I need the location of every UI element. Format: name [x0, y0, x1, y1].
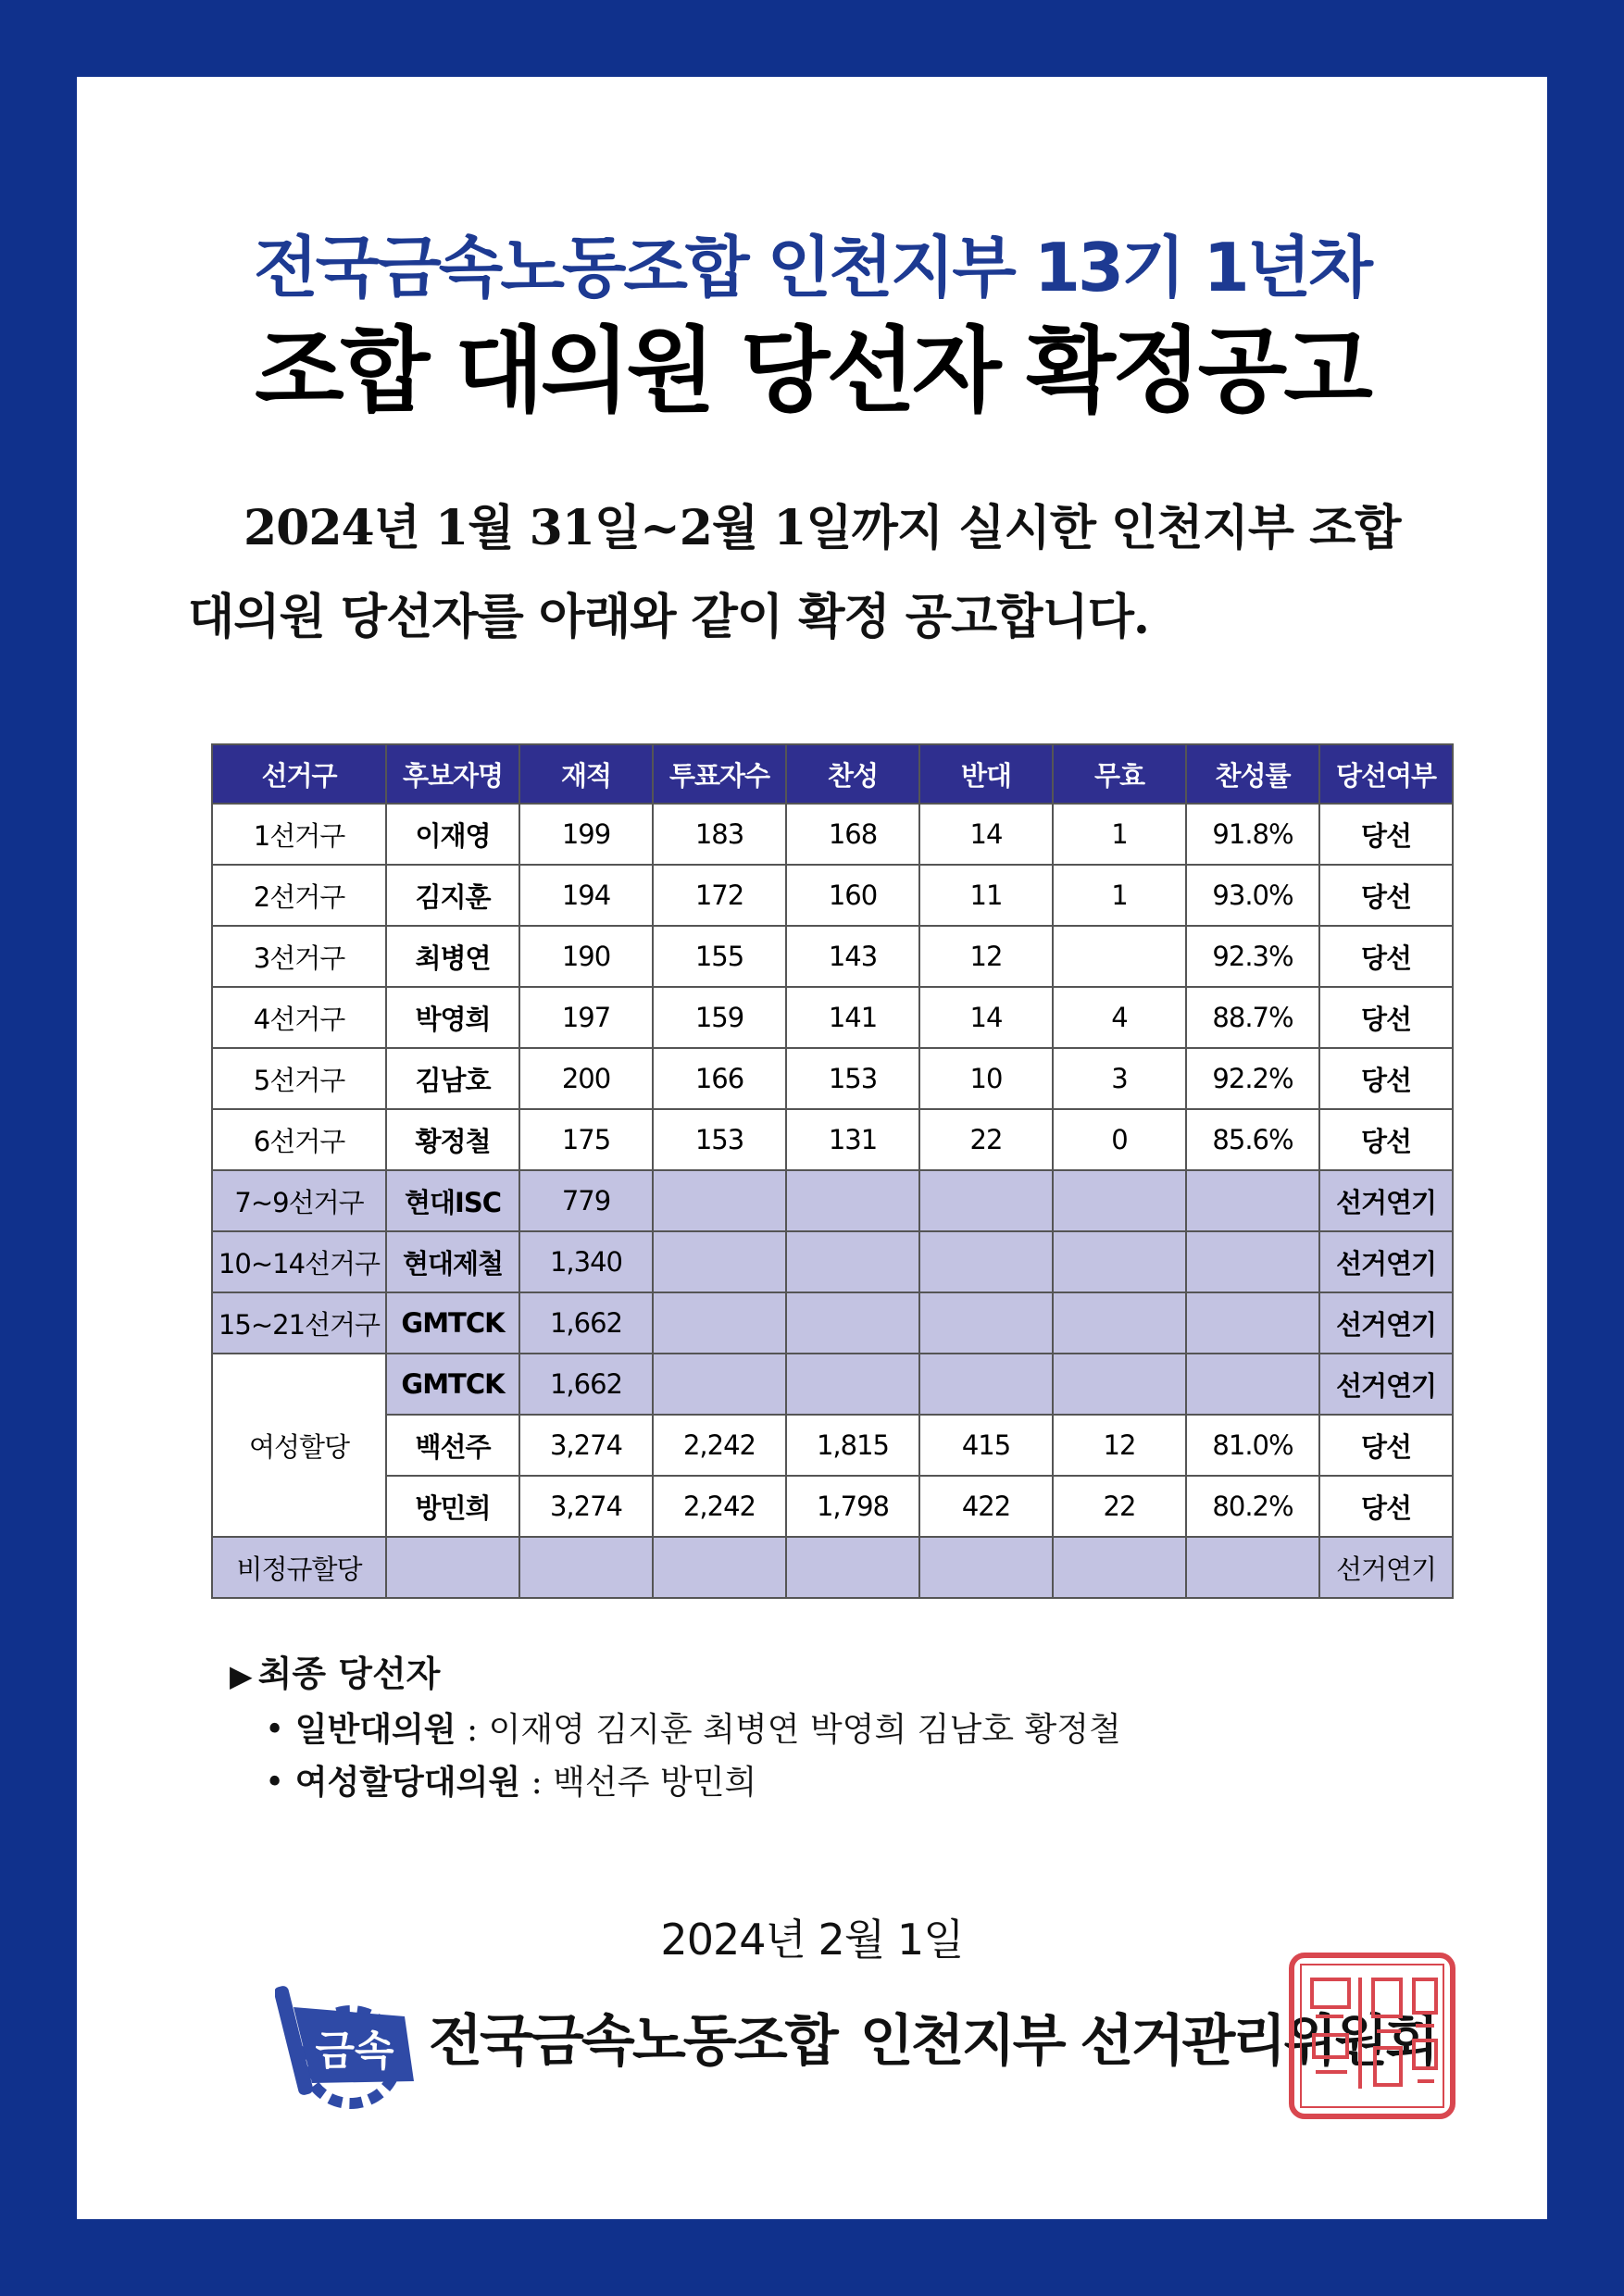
invalid-cell: 1	[1053, 865, 1186, 926]
org-name-part1: 전국금속노동조합	[429, 2009, 836, 2074]
table-header-row	[212, 744, 1453, 804]
result-cell: 당선	[1319, 1415, 1453, 1476]
rate-cell: 85.6%	[1186, 1109, 1319, 1170]
yes-cell	[786, 1354, 919, 1415]
rate-cell	[1186, 1170, 1319, 1231]
no-cell: 10	[919, 1048, 1053, 1109]
candidate-cell: 현대제철	[386, 1231, 519, 1292]
candidate-cell: 최병연	[386, 926, 519, 987]
enrolled-cell	[519, 1537, 653, 1598]
yes-cell: 168	[786, 804, 919, 865]
notice-title: 조합 대의원 당선자 확정공고	[255, 317, 1369, 425]
no-cell: 14	[919, 804, 1053, 865]
yes-cell	[786, 1292, 919, 1354]
no-cell: 14	[919, 987, 1053, 1048]
enrolled-cell: 190	[519, 926, 653, 987]
voters-cell	[653, 1292, 786, 1354]
separator: :	[520, 1764, 554, 1802]
header-cell: 투표자수	[653, 744, 786, 804]
final-title: 최종 당선자	[257, 1653, 441, 1694]
candidate-cell: 이재영	[386, 804, 519, 865]
invalid-cell	[1053, 926, 1186, 987]
candidate-cell: 김남호	[386, 1048, 519, 1109]
rate-cell: 81.0%	[1186, 1415, 1319, 1476]
result-cell: 당선	[1319, 1476, 1453, 1537]
yes-cell: 160	[786, 865, 919, 926]
general-label: 일반대의원	[294, 1710, 456, 1749]
invalid-cell: 12	[1053, 1415, 1186, 1476]
triangle-bullet-icon: ▶	[230, 1658, 253, 1693]
union-logo-icon	[275, 1979, 423, 2109]
rate-cell: 92.2%	[1186, 1048, 1319, 1109]
voters-cell	[653, 1231, 786, 1292]
voters-cell: 183	[653, 804, 786, 865]
voters-cell	[653, 1170, 786, 1231]
district-cell: 6선거구	[212, 1109, 386, 1170]
header-cell: 찬성	[786, 744, 919, 804]
rate-cell: 93.0%	[1186, 865, 1319, 926]
no-cell: 11	[919, 865, 1053, 926]
header-cell: 찬성률	[1186, 744, 1319, 804]
invalid-cell	[1053, 1231, 1186, 1292]
enrolled-cell: 3,274	[519, 1415, 653, 1476]
rate-cell: 91.8%	[1186, 804, 1319, 865]
voters-cell: 166	[653, 1048, 786, 1109]
district-cell: 2선거구	[212, 865, 386, 926]
no-cell	[919, 1231, 1053, 1292]
header-cell: 반대	[919, 744, 1053, 804]
voters-cell: 153	[653, 1109, 786, 1170]
bullet-icon: •	[265, 1764, 295, 1802]
result-cell: 당선	[1319, 1109, 1453, 1170]
invalid-cell	[1053, 1537, 1186, 1598]
enrolled-cell: 194	[519, 865, 653, 926]
result-cell: 당선	[1319, 926, 1453, 987]
result-cell: 선거연기	[1319, 1170, 1453, 1231]
enrolled-cell: 779	[519, 1170, 653, 1231]
women-delegates-row	[230, 1756, 1121, 1809]
final-winners-section	[230, 1646, 1121, 1809]
yes-cell: 153	[786, 1048, 919, 1109]
yes-cell: 1,798	[786, 1476, 919, 1537]
district-cell: 15~21선거구	[212, 1292, 386, 1354]
no-cell: 22	[919, 1109, 1053, 1170]
district-cell: 1선거구	[212, 804, 386, 865]
result-cell: 선거연기	[1319, 1231, 1453, 1292]
district-cell: 여성할당	[212, 1354, 386, 1537]
official-seal-icon	[1288, 1952, 1456, 2120]
no-cell	[919, 1354, 1053, 1415]
result-cell: 당선	[1319, 987, 1453, 1048]
results-table	[211, 743, 1454, 1599]
invalid-cell: 22	[1053, 1476, 1186, 1537]
no-cell: 415	[919, 1415, 1053, 1476]
yes-cell: 1,815	[786, 1415, 919, 1476]
invalid-cell: 4	[1053, 987, 1186, 1048]
yes-cell: 143	[786, 926, 919, 987]
candidate-cell: GMTCK	[386, 1292, 519, 1354]
intro-line-1: 2024년 1월 31일~2월 1일까지 실시한 인천지부 조합	[244, 500, 1401, 556]
candidate-cell	[386, 1537, 519, 1598]
candidate-cell: 현대ISC	[386, 1170, 519, 1231]
rate-cell: 80.2%	[1186, 1476, 1319, 1537]
enrolled-cell: 1,340	[519, 1231, 653, 1292]
voters-cell	[653, 1537, 786, 1598]
yes-cell	[786, 1170, 919, 1231]
candidate-cell: GMTCK	[386, 1354, 519, 1415]
enrolled-cell: 197	[519, 987, 653, 1048]
separator: :	[456, 1711, 489, 1749]
table-row	[212, 865, 1453, 926]
district-cell: 4선거구	[212, 987, 386, 1048]
header-cell: 선거구	[212, 744, 386, 804]
result-cell: 당선	[1319, 804, 1453, 865]
table-row	[212, 1415, 1453, 1476]
district-cell: 3선거구	[212, 926, 386, 987]
invalid-cell: 3	[1053, 1048, 1186, 1109]
rate-cell	[1186, 1537, 1319, 1598]
voters-cell: 159	[653, 987, 786, 1048]
organization-name	[429, 2009, 1437, 2074]
invalid-cell	[1053, 1170, 1186, 1231]
candidate-cell: 백선주	[386, 1415, 519, 1476]
intro-line-2: 대의원 당선자를 아래와 같이 확정 공고합니다.	[188, 589, 1150, 645]
general-delegates-row	[230, 1703, 1121, 1756]
invalid-cell: 0	[1053, 1109, 1186, 1170]
district-cell: 5선거구	[212, 1048, 386, 1109]
voters-cell: 2,242	[653, 1415, 786, 1476]
district-cell: 7~9선거구	[212, 1170, 386, 1231]
general-names: 이재영 김지훈 최병연 박영희 김남호 황정철	[488, 1711, 1121, 1749]
candidate-cell: 박영희	[386, 987, 519, 1048]
enrolled-cell: 3,274	[519, 1476, 653, 1537]
candidate-cell: 황정철	[386, 1109, 519, 1170]
table-row	[212, 1048, 1453, 1109]
notice-subtitle: 전국금속노동조합 인천지부 13기 1년차	[254, 229, 1370, 306]
intro-paragraph	[188, 484, 1530, 662]
rate-cell: 88.7%	[1186, 987, 1319, 1048]
table-row	[212, 1109, 1453, 1170]
invalid-cell: 1	[1053, 804, 1186, 865]
no-cell	[919, 1170, 1053, 1231]
table-row	[212, 1476, 1453, 1537]
result-cell: 선거연기	[1319, 1537, 1453, 1598]
result-cell: 당선	[1319, 1048, 1453, 1109]
logo-text: 금속	[315, 2028, 394, 2075]
no-cell	[919, 1292, 1053, 1354]
table-row	[212, 926, 1453, 987]
rate-cell	[1186, 1354, 1319, 1415]
notice-page	[77, 77, 1547, 2219]
rate-cell: 92.3%	[1186, 926, 1319, 987]
table-row	[212, 1231, 1453, 1292]
enrolled-cell: 175	[519, 1109, 653, 1170]
yes-cell: 141	[786, 987, 919, 1048]
enrolled-cell: 1,662	[519, 1354, 653, 1415]
candidate-cell: 방민희	[386, 1476, 519, 1537]
candidate-cell: 김지훈	[386, 865, 519, 926]
header-cell: 후보자명	[386, 744, 519, 804]
voters-cell: 172	[653, 865, 786, 926]
yes-cell	[786, 1231, 919, 1292]
enrolled-cell: 200	[519, 1048, 653, 1109]
table-row	[212, 1292, 1453, 1354]
women-label: 여성할당대의원	[294, 1763, 521, 1802]
invalid-cell	[1053, 1292, 1186, 1354]
header-cell: 무효	[1053, 744, 1186, 804]
table-row	[212, 804, 1453, 865]
header-cell: 재적	[519, 744, 653, 804]
no-cell: 12	[919, 926, 1053, 987]
rate-cell	[1186, 1231, 1319, 1292]
result-cell: 선거연기	[1319, 1292, 1453, 1354]
yes-cell: 131	[786, 1109, 919, 1170]
enrolled-cell: 1,662	[519, 1292, 653, 1354]
org-name-part2: 인천지부 선거관리위원회	[859, 2009, 1437, 2074]
rate-cell	[1186, 1292, 1319, 1354]
district-cell: 비정규할당	[212, 1537, 386, 1598]
table-row	[212, 1354, 1453, 1415]
district-cell: 10~14선거구	[212, 1231, 386, 1292]
no-cell	[919, 1537, 1053, 1598]
voters-cell	[653, 1354, 786, 1415]
no-cell: 422	[919, 1476, 1053, 1537]
result-cell: 선거연기	[1319, 1354, 1453, 1415]
table-row	[212, 1537, 1453, 1598]
women-names: 백선주 방민희	[553, 1764, 757, 1802]
voters-cell: 2,242	[653, 1476, 786, 1537]
header-cell: 당선여부	[1319, 744, 1453, 804]
voters-cell: 155	[653, 926, 786, 987]
table-row	[212, 987, 1453, 1048]
enrolled-cell: 199	[519, 804, 653, 865]
notice-date: 2024년 2월 1일	[660, 1915, 964, 1965]
yes-cell	[786, 1537, 919, 1598]
bullet-icon: •	[265, 1711, 295, 1749]
invalid-cell	[1053, 1354, 1186, 1415]
result-cell: 당선	[1319, 865, 1453, 926]
table-row	[212, 1170, 1453, 1231]
